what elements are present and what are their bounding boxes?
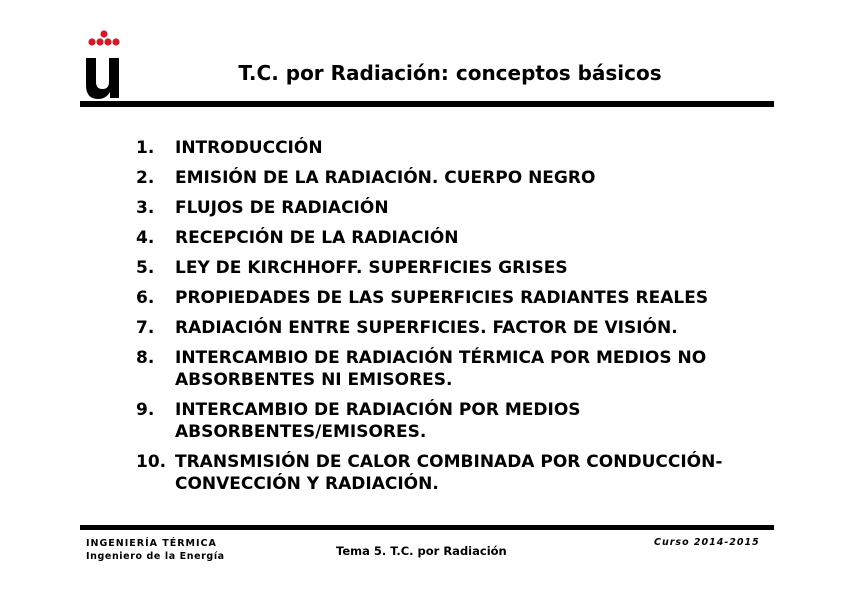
- list-item: [136, 227, 776, 249]
- footer-degree: Ingeniero de la Energía: [86, 551, 225, 562]
- urjc-crown-u-logo-icon: [84, 30, 124, 100]
- list-item-number: 6.: [136, 288, 155, 308]
- list-item-text: INTERCAMBIO DE RADIACIÓN POR MEDIOS ABSORBENTES/EMISORES.: [175, 400, 581, 442]
- list-item-text: FLUJOS DE RADIACIÓN: [175, 198, 389, 218]
- footer-academic-year: Curso 2014-2015: [654, 537, 760, 548]
- list-item: [136, 399, 776, 443]
- list-item-number: 4.: [136, 228, 155, 248]
- list-item-number: 7.: [136, 318, 155, 338]
- header-divider: [80, 101, 774, 107]
- list-item: [136, 197, 776, 219]
- footer-topic: Tema 5. T.C. por Radiación: [336, 544, 507, 558]
- list-item-text: PROPIEDADES DE LAS SUPERFICIES RADIANTES REALES: [175, 288, 709, 308]
- list-item-text: LEY DE KIRCHHOFF. SUPERFICIES GRISES: [175, 258, 568, 278]
- list-item: [136, 451, 776, 495]
- list-item-number: 1.: [136, 138, 155, 158]
- letter-u: [86, 58, 119, 99]
- list-item: [136, 317, 776, 339]
- slide-title: T.C. por Radiación: conceptos básicos: [238, 61, 662, 85]
- list-item: [136, 347, 776, 391]
- list-item-text: TRANSMISIÓN DE CALOR COMBINADA POR CONDUCCIÓN-CONVECCIÓN Y RADIACIÓN.: [175, 452, 723, 494]
- list-item: [136, 257, 776, 279]
- list-item-number: 9.: [136, 400, 155, 420]
- university-logo: [84, 30, 124, 100]
- list-item-number: 3.: [136, 198, 155, 218]
- list-item-number: 10.: [136, 452, 167, 472]
- list-item-text: INTERCAMBIO DE RADIACIÓN TÉRMICA POR MEDIOS NO ABSORBENTES NI EMISORES.: [175, 348, 707, 390]
- footer-divider: [80, 525, 774, 530]
- list-item-text: INTRODUCCIÓN: [175, 138, 323, 158]
- crown-dots: [88, 30, 119, 45]
- list-item: [136, 167, 776, 189]
- footer-course-info: [86, 537, 225, 563]
- table-of-contents: [136, 137, 776, 503]
- list-item-text: RECEPCIÓN DE LA RADIACIÓN: [175, 228, 459, 248]
- list-item-text: RADIACIÓN ENTRE SUPERFICIES. FACTOR DE VISIÓN.: [175, 318, 678, 338]
- list-item-number: 2.: [136, 168, 155, 188]
- list-item-text: EMISIÓN DE LA RADIACIÓN. CUERPO NEGRO: [175, 168, 596, 188]
- list-item: [136, 287, 776, 309]
- footer-course-name: INGENIERÍA TÉRMICA: [86, 538, 217, 549]
- list-item-number: 8.: [136, 348, 155, 368]
- list-item: [136, 137, 776, 159]
- list-item-number: 5.: [136, 258, 155, 278]
